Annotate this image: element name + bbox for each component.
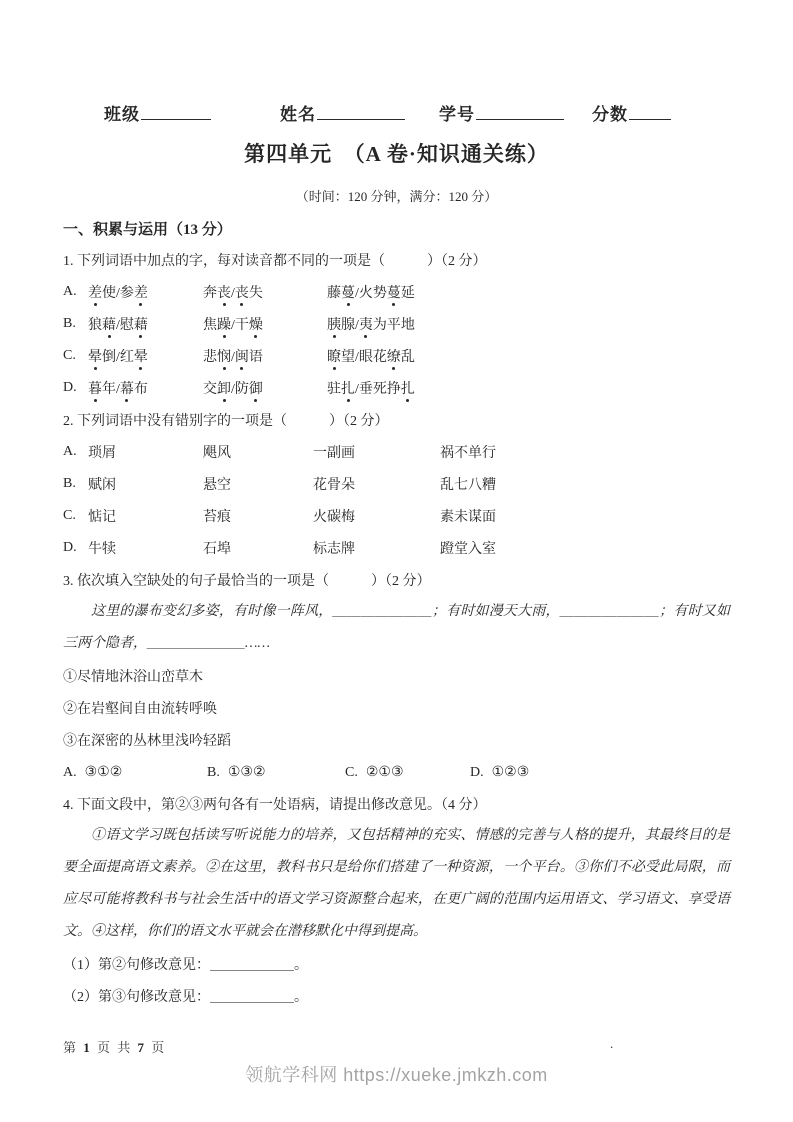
option-word-pair: 藤蔓/火势蔓延	[327, 282, 730, 302]
q1-option-row-c	[63, 340, 730, 372]
header-field-name	[280, 100, 405, 125]
choice-label: B.	[207, 764, 220, 780]
option-word: 牛犊	[88, 542, 116, 557]
option-word: 琐屑	[88, 446, 116, 461]
q1-option-row-d	[63, 372, 730, 404]
option-word: 一副画	[313, 446, 355, 461]
option-word: 石埠	[203, 542, 231, 557]
option-word-pair: 驻扎/垂死挣扎	[327, 378, 730, 398]
option-word-pair: 悲悯/闽语	[203, 346, 327, 366]
option-word-pair: 焦躁/干燥	[203, 314, 327, 334]
q1-option-row-b	[63, 308, 730, 340]
option-label: D.	[63, 380, 77, 395]
exam-subtitle: （时间：120 分钟，满分：120 分）	[295, 189, 498, 204]
choice-text: ①③②	[227, 764, 266, 780]
option-word: 悬空	[203, 478, 231, 493]
option-word: 赋闲	[88, 478, 116, 493]
option-word-pair: 暮年/幕布	[88, 378, 203, 398]
option-word: 苔痕	[203, 510, 231, 525]
page-number-suffix: 页	[151, 1040, 167, 1055]
field-underline-name	[317, 105, 405, 120]
exam-title: 第四单元 （A 卷·知识通关练）	[244, 142, 549, 166]
option-word-pair: 交卸/防御	[203, 378, 327, 398]
page-number-current: 1	[83, 1040, 92, 1055]
field-label-class: 班级	[104, 105, 140, 124]
option-word: 蹬堂入室	[440, 542, 496, 557]
option-word: 惦记	[88, 510, 116, 525]
page-number	[63, 1037, 166, 1056]
page-number-total: 7	[137, 1040, 147, 1055]
option-word: 标志牌	[313, 542, 355, 557]
choice-d	[470, 764, 730, 781]
q2-option-row-d	[63, 532, 730, 564]
header-field-score	[592, 100, 671, 125]
stray-dot-artifact: .	[610, 1036, 614, 1051]
q3-item-2: ②在岩壑间自由流转呼唤	[63, 702, 217, 717]
exam-body	[63, 212, 730, 1012]
field-label-score: 分数	[592, 105, 628, 124]
q2-option-row-a	[63, 436, 730, 468]
option-word: 祸不单行	[440, 446, 496, 461]
choice-label: A.	[63, 764, 77, 780]
q1-option-row-a	[63, 276, 730, 308]
q3-item-1: ①尽情地沐浴山峦草木	[63, 670, 203, 685]
choice-label: D.	[470, 764, 484, 780]
choice-b	[207, 764, 345, 781]
choice-c	[345, 764, 470, 781]
option-label: B.	[63, 476, 76, 491]
option-word-pair: 晕倒/红晕	[88, 346, 203, 366]
choice-a	[63, 764, 207, 781]
option-word: 火碳梅	[313, 510, 355, 525]
option-word-pair: 瞭望/眼花缭乱	[327, 346, 730, 366]
q3-choices-row	[63, 756, 730, 788]
choice-text: ②①③	[365, 764, 404, 780]
header-field-student-id	[439, 100, 564, 125]
section-heading: 一、积累与运用（13 分）	[63, 221, 232, 238]
option-word: 素未谋面	[440, 510, 496, 525]
question-2-stem: 2. 下列词语中没有错别字的一项是（ ）（2 分）	[63, 414, 389, 429]
option-label: A.	[63, 444, 77, 459]
q4-passage-paragraph: ①语文学习既包括读写听说能力的培养，又包括精神的充实、情感的完善与人格的提升，其最终目的是要全面提高语文素养。②在这里，教科书只是给你们搭建了一种资源，一个平台。③你们不必受此局限，而应尽可能将教科书与社会生活中的语文学习资源整合起来，在更广阔的范围内运用语文、学习语文、享受语文。④这样，你们的语文水平就会在潜移默化中得到提高。	[63, 828, 730, 939]
q2-option-row-c	[63, 500, 730, 532]
option-word-pair: 胰腺/夷为平地	[327, 314, 730, 334]
option-label: D.	[63, 540, 77, 555]
site-watermark: 领航学科网 https://xueke.jmkzh.com	[245, 1065, 548, 1085]
field-underline-score	[629, 105, 671, 120]
field-underline-class	[141, 105, 211, 120]
page-number-prefix: 第	[63, 1040, 79, 1055]
option-word: 飓风	[203, 446, 231, 461]
header-field-class	[104, 100, 211, 125]
q3-intro-paragraph: 这里的瀑布变幻多姿，有时像一阵风，＿＿＿＿＿＿＿；有时如漫天大雨，＿＿＿＿＿＿＿；有时又如三两个隐者，＿＿＿＿＿＿＿……	[63, 604, 730, 651]
field-label-name: 姓名	[280, 105, 316, 124]
option-label: C.	[63, 348, 76, 363]
option-word: 花骨朵	[313, 478, 355, 493]
choice-text: ③①②	[84, 764, 123, 780]
option-word-pair: 狼藉/慰藉	[88, 314, 203, 334]
question-4-stem: 4. 下面文段中，第②③两句各有一处语病，请提出修改意见。（4 分）	[63, 798, 487, 813]
option-word-pair: 差使/参差	[88, 282, 203, 302]
option-label: A.	[63, 284, 77, 299]
q2-option-row-b	[63, 468, 730, 500]
question-3-stem: 3. 依次填入空缺处的句子最恰当的一项是（ ）（2 分）	[63, 574, 431, 589]
question-1-stem: 1. 下列词语中加点的字，每对读音都不同的一项是（ ）（2 分）	[63, 254, 487, 269]
q3-item-3: ③在深密的丛林里浅吟轻蹈	[63, 734, 231, 749]
choice-label: C.	[345, 764, 358, 780]
option-label: C.	[63, 508, 76, 523]
option-word: 乱七八糟	[440, 478, 496, 493]
page-number-mid: 页 共	[97, 1040, 133, 1055]
option-word-pair: 奔丧/丧失	[203, 282, 327, 302]
choice-text: ①②③	[491, 764, 530, 780]
option-label: B.	[63, 316, 76, 331]
field-label-student-id: 学号	[439, 105, 475, 124]
field-underline-student-id	[476, 105, 564, 120]
q4-answer-blank-2: （2）第③句修改意见：＿＿＿＿＿＿。	[63, 990, 308, 1005]
q4-answer-blank-1: （1）第②句修改意见：＿＿＿＿＿＿。	[63, 958, 308, 973]
